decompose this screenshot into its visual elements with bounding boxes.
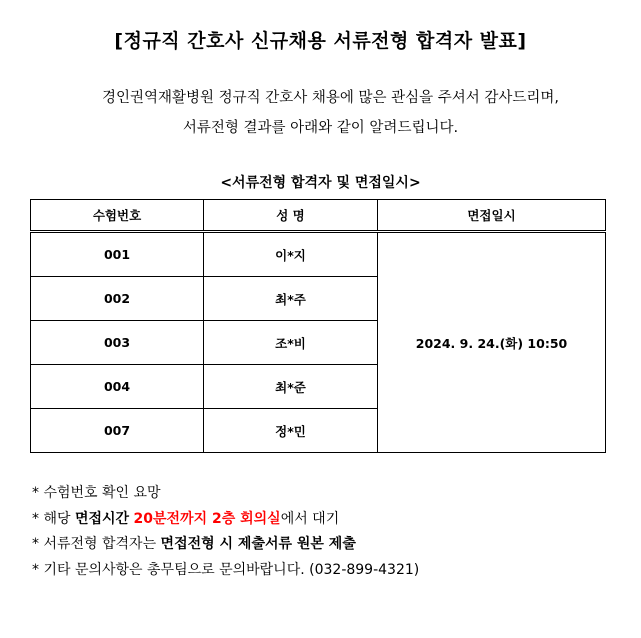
applicant-table (30, 199, 606, 453)
note-red-highlight: 20분전까지 2층 회의실 (133, 510, 281, 527)
intro-line-1: 경인권역재활병원 정규직 간호사 채용에 많은 관심을 주셔서 감사드리며, (101, 90, 560, 106)
interview-datetime-cell: 2024. 9. 24.(화) 10:50 (378, 232, 606, 453)
note-text: * 수험번호 확인 요망 (32, 485, 161, 501)
note-exam-number (32, 481, 419, 507)
exam-number-cell: 007 (31, 409, 204, 453)
notes-list (32, 481, 419, 583)
exam-number-cell: 003 (31, 321, 204, 365)
intro-line-2: 서류전형 결과를 아래와 같이 알려드립니다. (182, 120, 459, 136)
table-header-row (31, 200, 606, 232)
note-prefix: * 서류전형 합격자는 (32, 536, 161, 552)
exam-number-cell: 004 (31, 365, 204, 409)
name-cell: 정*민 (204, 409, 378, 453)
name-cell: 조*비 (204, 321, 378, 365)
note-text: * 기타 문의사항은 총무팀으로 문의바랍니다. (032-899-4321) (32, 561, 420, 578)
note-documents (32, 532, 419, 558)
note-bold-documents: 면접전형 시 제출서류 원본 제출 (160, 536, 356, 552)
header-interview-datetime: 면접일시 (378, 200, 606, 232)
exam-number-cell: 002 (31, 277, 204, 321)
note-bold-interview-time: 면접시간 (74, 510, 130, 527)
note-prefix: * 해당 (32, 510, 75, 527)
header-exam-number: 수험번호 (31, 200, 204, 232)
name-cell: 최*준 (204, 365, 378, 409)
name-cell: 최*주 (204, 277, 378, 321)
table-title: <서류전형 합격자 및 면접일시> (220, 175, 421, 191)
table-row (31, 232, 606, 277)
note-suffix: 에서 대기 (280, 510, 340, 527)
notice-title: [정규직 간호사 신규채용 서류전형 합격자 발표] (114, 30, 527, 52)
header-name: 성 명 (204, 200, 378, 232)
name-cell: 이*지 (204, 232, 378, 277)
note-contact (32, 558, 419, 584)
exam-number-cell: 001 (31, 232, 204, 277)
note-waiting-room (32, 507, 419, 533)
